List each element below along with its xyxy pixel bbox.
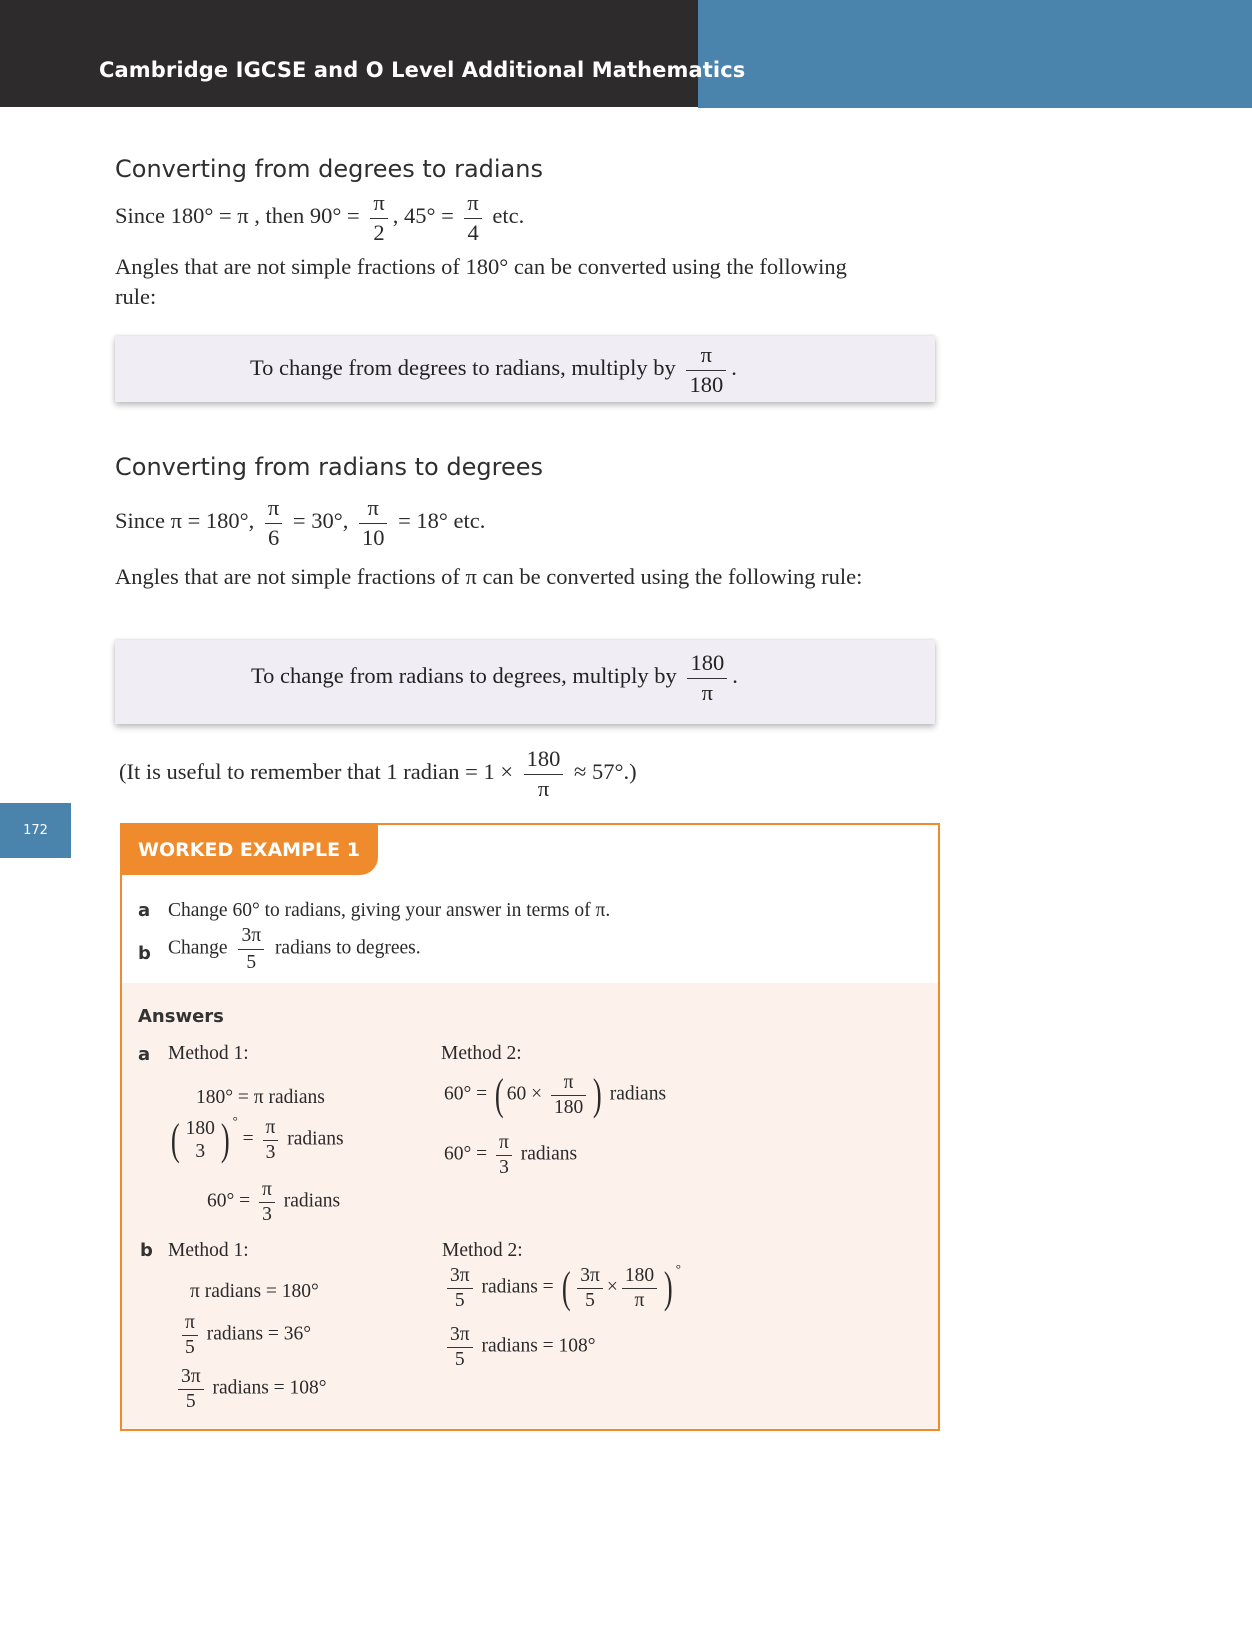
fraction-180-over-pi: $\frac{180}{\pi}$	[687, 652, 727, 704]
rule-text: To change from degrees to radians, multiply by	[250, 355, 676, 381]
since-text: etc.	[492, 203, 525, 229]
question-a-text: Change 60° to radians, giving your answer in terms of π.	[168, 900, 611, 921]
since-text: , 45° =	[392, 203, 454, 229]
b-m1-line3: $\frac{3\pi}{5}$ radians = 108°	[174, 1367, 327, 1411]
method-2-label: Method 2:	[442, 1240, 523, 1261]
note-text: ≈ 57°.)	[574, 759, 637, 785]
b-m1-line1: π radians = 180°	[190, 1281, 319, 1302]
worked-example-title: WORKED EXAMPLE 1	[138, 839, 360, 861]
paragraph: Angles that are not simple fractions of 180° can be converted using the following rule:	[115, 254, 847, 309]
answers-heading: Answers	[138, 1006, 224, 1027]
fraction-pi-over-6: $\frac{\pi}{6}$	[265, 497, 282, 549]
paragraph: Angles that are not simple fractions of π can be converted using the following rule:	[115, 564, 863, 589]
rule-period: .	[731, 355, 737, 381]
question-a-label: a	[138, 900, 151, 921]
fraction-180-over-pi: $\frac{180}{\pi}$	[524, 748, 564, 800]
since-line-1	[115, 192, 524, 244]
rule-text: To change from radians to degrees, multiply by	[251, 663, 677, 689]
note-text: (It is useful to remember that 1 radian = 1 ×	[119, 759, 514, 785]
method-2-label: Method 2:	[441, 1043, 522, 1064]
rule-period: .	[732, 663, 738, 689]
header-accent	[698, 0, 1252, 108]
question-b-label: b	[138, 943, 151, 964]
rule-degrees-to-radians	[250, 344, 737, 396]
heading-degrees-to-radians: Converting from degrees to radians	[115, 155, 543, 183]
fraction-pi-over-180: $\frac{\pi}{180}$	[686, 344, 726, 396]
a-m2-line1: 60° = ( 60 × $\frac{\pi}{180}$ ) radians	[444, 1070, 667, 1119]
fraction-pi-over-2: $\frac{\pi}{2}$	[370, 192, 387, 244]
book-title: Cambridge IGCSE and O Level Additional Mathematics	[99, 58, 746, 82]
rule-radians-to-degrees	[251, 652, 738, 704]
fraction-3pi-over-5: $\frac{3\pi}{5}$	[238, 926, 264, 972]
a-m1-line3: 60° = $\frac{\pi}{3}$ radians	[207, 1179, 341, 1225]
a-m2-line2: 60° = $\frac{\pi}{3}$ radians	[444, 1132, 578, 1178]
answer-b-label: b	[140, 1240, 153, 1261]
heading-radians-to-degrees: Converting from radians to degrees	[115, 453, 543, 481]
rule-box	[115, 640, 935, 724]
method-1-label: Method 1:	[168, 1043, 249, 1064]
rule-box	[115, 336, 935, 402]
fraction-pi-over-4: $\frac{\pi}{4}$	[464, 192, 481, 244]
answer-a-label: a	[138, 1044, 151, 1065]
since-text: = 30°,	[292, 508, 349, 534]
since-text: = 18° etc.	[398, 508, 486, 534]
fraction-pi-over-10: $\frac{\pi}{10}$	[359, 497, 388, 549]
method-1-label: Method 1:	[168, 1240, 249, 1261]
a-m1-line1: 180° = π radians	[196, 1087, 325, 1108]
a-m1-line2: ( 180 3 ) ° = $\frac{\pi}{3}$ radians	[170, 1113, 344, 1164]
radian-note	[119, 748, 637, 800]
since-text: Since 180° = π , then 90° =	[115, 203, 360, 229]
b-m1-line2: $\frac{\pi}{5}$ radians = 36°	[178, 1313, 311, 1357]
question-b-text: Change $\frac{3\pi}{5}$ radians to degrees.	[168, 925, 421, 973]
since-text: Since π = 180°,	[115, 508, 255, 534]
b-m2-line2: $\frac{3\pi}{5}$ radians = 108°	[443, 1325, 596, 1369]
b-m2-line1: $\frac{3\pi}{5}$ radians = ( $\frac{3\pi}{5}$ × $\frac{180}{\pi}$ ) °	[443, 1266, 681, 1310]
header-bar	[0, 0, 698, 107]
since-line-2	[115, 497, 485, 549]
page-number: 172	[23, 823, 48, 838]
